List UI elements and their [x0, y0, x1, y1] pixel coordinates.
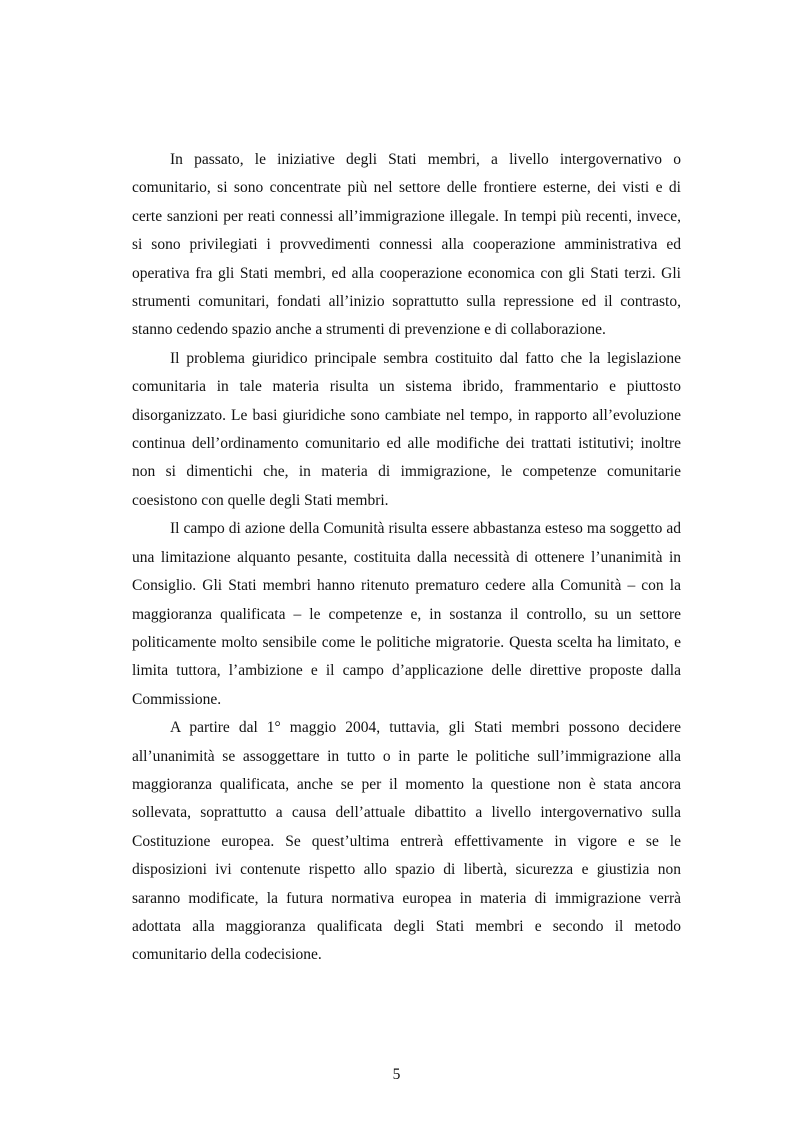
paragraph-3: Il campo di azione della Comunità risulta essere abbastanza esteso ma soggetto ad una limitazione alquanto pesante, costituita dalla necessità di ottenere l’unanimità in Consiglio. Gli Stati membri hanno ritenuto prematuro cedere alla Comunità – con la maggioranza qualificata – le competenze e, in sostanza il controllo, su un settore politicamente molto sensibile come le politiche migratorie. Questa scelta ha limitato, e limita tuttora, l’ambizione e il campo d’applicazione delle direttive proposte dalla Commissione.	[132, 520, 681, 708]
paragraph-2: Il problema giuridico principale sembra costituito dal fatto che la legislazione comunitaria in tale materia risulta un sistema ibrido, frammentario e piuttosto disorganizzato. Le basi giuridiche sono cambiate nel tempo, in rapporto all’evoluzione continua dell’ordinamento comunitario ed alle modifiche dei trattati istitutivi; inoltre non si dimentichi che, in materia di immigrazione, le competenze comunitarie coesistono con quelle degli Stati membri.	[132, 349, 681, 509]
page-number: 5	[392, 1066, 401, 1083]
paragraph-1: In passato, le iniziative degli Stati membri, a livello intergovernativo o comunitario, si sono concentrate più nel settore delle frontiere esterne, dei visti e di certe sanzioni per reati connessi all’immigrazione illegale. In tempi più recenti, invece, si sono privilegiati i provvedimenti connessi alla cooperazione amministrativa ed operativa fra gli Stati membri, ed alla cooperazione economica con gli Stati terzi. Gli strumenti comunitari, fondati all’inizio soprattutto sulla repressione ed il contrasto, stanno cedendo spazio anche a strumenti di prevenzione e di collaborazione.	[132, 151, 681, 339]
document-body	[132, 146, 681, 970]
paragraph-4: A partire dal 1° maggio 2004, tuttavia, gli Stati membri possono decidere all’unanimità se assoggettare in tutto o in parte le politiche sull’immigrazione alla maggioranza qualificata, anche se per il momento la questione non è stata ancora sollevata, soprattutto a causa dell’attuale dibattito a livello intergovernativo sulla Costituzione europea. Se quest’ultima entrerà effettivamente in vigore e se le disposizioni ivi contenute rispetto allo spazio di libertà, sicurezza e giustizia non saranno modificate, la futura normativa europea in materia di immigrazione verrà adottata alla maggioranza qualificata degli Stati membri e secondo il metodo comunitario della codecisione.	[132, 719, 681, 964]
